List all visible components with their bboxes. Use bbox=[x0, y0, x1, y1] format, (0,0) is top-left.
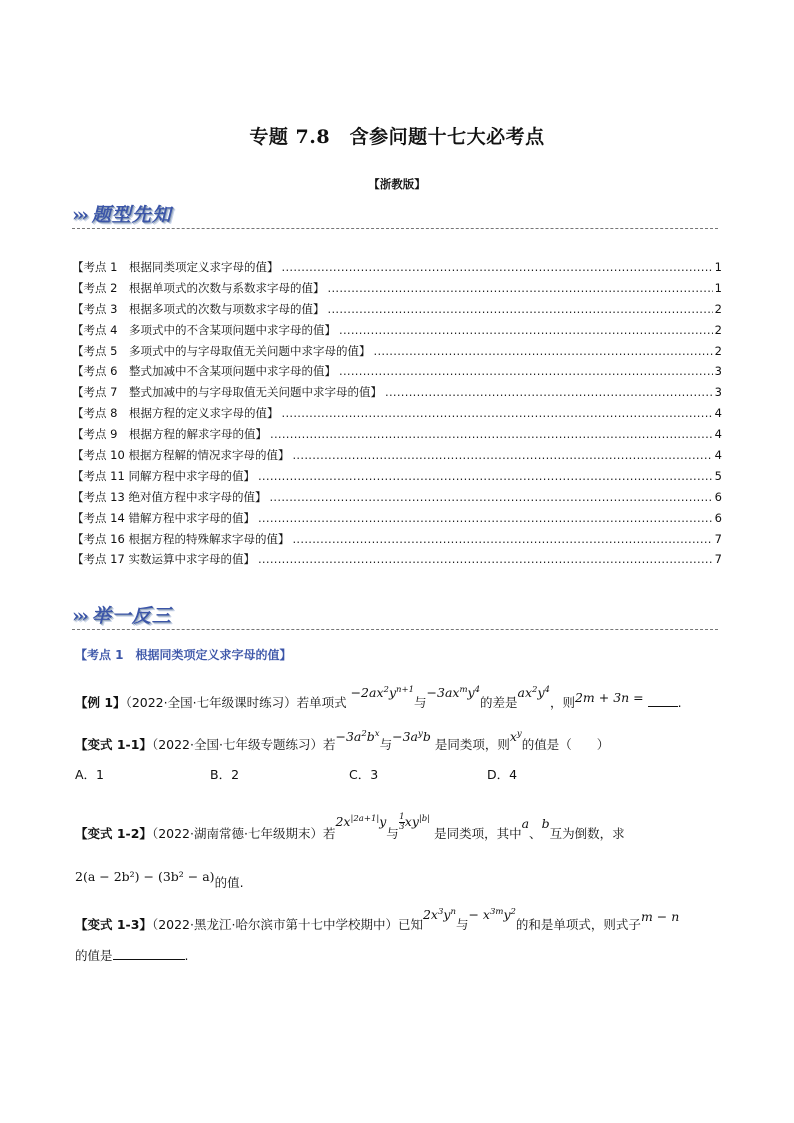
toc-item[interactable] bbox=[72, 322, 722, 343]
variant-label: 【变式 1-2】 bbox=[75, 826, 152, 841]
toc-item-page: 6 bbox=[714, 510, 722, 525]
math-monomial: $-3a^yb$ bbox=[392, 728, 431, 744]
question-text: 与 bbox=[386, 826, 399, 841]
toc-leader-dots bbox=[339, 364, 713, 378]
option-a[interactable]: A．1 bbox=[75, 767, 105, 782]
variant-source: （2022·黑龙江·哈尔滨市第十七中学校期中） bbox=[151, 917, 398, 932]
toc-leader-dots bbox=[327, 302, 712, 316]
divider bbox=[72, 228, 718, 229]
toc-item[interactable] bbox=[72, 301, 722, 322]
toc-item-label: 【考点 16 根据方程的特殊解求字母的值】 bbox=[72, 531, 290, 546]
toc-item[interactable] bbox=[72, 447, 722, 468]
toc-item-label: 【考点 8 根据方程的定义求字母的值】 bbox=[72, 406, 279, 421]
question-text: 的差是 bbox=[480, 695, 518, 710]
math-monomial: − $x^{3m}y^2$ bbox=[468, 906, 516, 922]
toc-item-label: 【考点 5 多项式中的与字母取值无关问题中求字母的值】 bbox=[72, 343, 371, 358]
toc-item-page: 3 bbox=[714, 385, 722, 400]
question-text: 是同类项，则 bbox=[434, 737, 510, 752]
math-fraction-monomial: $\frac{1}{3}$ $xy^{|b|}$ bbox=[399, 812, 431, 832]
toc-leader-dots bbox=[373, 344, 712, 358]
variant-1-2-cont bbox=[75, 867, 244, 890]
toc-item-label: 【考点 17 实数运算中求字母的值】 bbox=[72, 552, 255, 567]
variant-1-2 bbox=[75, 812, 625, 844]
question-text: 若单项式 bbox=[296, 695, 347, 710]
math-expression: 2m + 3n = bbox=[574, 690, 644, 705]
toc-item-label: 【考点 2 根据单项式的次数与系数求字母的值】 bbox=[72, 280, 325, 295]
variant-source: （2022·湖南常德·七年级期末） bbox=[151, 826, 323, 841]
page-title: 专题 7.8 含参问题十七大必考点 bbox=[249, 126, 545, 148]
toc-item-page: 7 bbox=[714, 531, 722, 546]
math-variable: a bbox=[521, 816, 530, 831]
toc-leader-dots bbox=[258, 511, 713, 525]
math-power: $x^y$ bbox=[509, 728, 522, 744]
question-text: 的和是单项式，则式子 bbox=[515, 917, 641, 932]
toc-leader-dots bbox=[339, 323, 713, 337]
toc-item-page: 4 bbox=[714, 427, 722, 442]
toc-item-label: 【考点 14 错解方程中求字母的值】 bbox=[72, 510, 255, 525]
math-monomial: $ax^2y^4$ bbox=[517, 684, 550, 700]
toc-leader-dots bbox=[292, 448, 712, 462]
question-text: 的值是（ ） bbox=[521, 737, 610, 752]
question-text: 互为倒数，求 bbox=[549, 826, 625, 841]
question-text: 已知 bbox=[397, 917, 423, 932]
option-c[interactable]: C．3 bbox=[349, 767, 379, 782]
toc-leader-dots bbox=[281, 260, 712, 274]
math-monomial: $2x^{|2a+1|}y$ bbox=[335, 813, 387, 829]
toc-item-page: 7 bbox=[714, 552, 722, 567]
toc-leader-dots bbox=[269, 490, 712, 504]
toc-item-page: 2 bbox=[714, 343, 722, 358]
section-heading: 【考点 1 根据同类项定义求字母的值】 bbox=[75, 648, 292, 662]
toc-item[interactable] bbox=[72, 405, 722, 426]
period: . bbox=[184, 948, 189, 963]
toc-item-page: 3 bbox=[714, 364, 722, 379]
options-row bbox=[75, 765, 675, 781]
chevron-right-icon: ››› bbox=[72, 204, 86, 226]
toc-item[interactable] bbox=[72, 489, 722, 510]
toc-item-page: 1 bbox=[714, 260, 722, 274]
toc-item[interactable] bbox=[72, 363, 722, 384]
example-1 bbox=[75, 684, 682, 711]
variant-source: （2022·全国·七年级专题练习） bbox=[151, 737, 323, 752]
variant-1-1 bbox=[75, 728, 610, 753]
toc-item[interactable] bbox=[72, 343, 722, 364]
toc-item-label: 【考点 11 同解方程中求字母的值】 bbox=[72, 468, 255, 483]
toc-item-page: 5 bbox=[714, 468, 722, 483]
toc-item[interactable] bbox=[72, 510, 722, 531]
toc-leader-dots bbox=[385, 385, 713, 399]
question-text: 若 bbox=[322, 826, 336, 841]
toc-item-page: 6 bbox=[714, 489, 722, 504]
variant-1-3-cont bbox=[75, 946, 189, 964]
divider bbox=[72, 629, 718, 630]
banner-preview-text: 题型先知 bbox=[91, 204, 172, 226]
edition-label: 【浙教版】 bbox=[368, 177, 426, 191]
variant-label: 【变式 1-3】 bbox=[75, 917, 152, 932]
toc-item[interactable] bbox=[72, 259, 722, 280]
math-monomial: $2x^3y^n$ bbox=[422, 906, 456, 922]
variant-1-3 bbox=[75, 906, 680, 933]
toc-item-page: 2 bbox=[714, 322, 722, 337]
math-monomial: $-2ax^2y^{n+1}$ bbox=[350, 684, 415, 700]
toc-item-page: 4 bbox=[714, 406, 722, 421]
toc-item[interactable] bbox=[72, 280, 722, 301]
toc-item-page: 2 bbox=[714, 301, 722, 316]
math-expression: 2(a − 2b²) − (3b² − a) bbox=[75, 869, 215, 884]
question-text: 、 bbox=[529, 826, 542, 841]
banner-preview bbox=[72, 200, 172, 228]
toc-item[interactable] bbox=[72, 531, 722, 552]
question-text: ，则 bbox=[549, 695, 575, 710]
toc-leader-dots bbox=[292, 532, 712, 546]
toc-leader-dots bbox=[258, 469, 713, 483]
toc-item-label: 【考点 1 根据同类项定义求字母的值】 bbox=[72, 260, 279, 274]
toc-item-label: 【考点 13 绝对值方程中求字母的值】 bbox=[72, 489, 267, 504]
toc-leader-dots bbox=[281, 406, 712, 420]
toc-item-label: 【考点 3 根据多项式的次数与项数求字母的值】 bbox=[72, 301, 325, 316]
question-text: 与 bbox=[414, 695, 427, 710]
question-text: 的值. bbox=[214, 875, 244, 890]
option-d[interactable]: D．4 bbox=[487, 767, 518, 782]
banner-practice bbox=[72, 601, 172, 629]
toc-leader-dots bbox=[327, 281, 712, 295]
toc-item-page: 1 bbox=[714, 280, 722, 295]
toc-item[interactable] bbox=[72, 551, 722, 572]
question-text: 与 bbox=[379, 737, 393, 752]
example-label: 【例 1】 bbox=[75, 695, 126, 710]
banner-practice-text: 举一反三 bbox=[91, 605, 172, 627]
math-monomial: $-3a^2b^x$ bbox=[335, 728, 380, 744]
toc-item-label: 【考点 4 多项式中的不含某项问题中求字母的值】 bbox=[72, 322, 336, 337]
math-monomial: $-3ax^my^4$ bbox=[426, 684, 481, 700]
answer-blank[interactable] bbox=[113, 947, 185, 960]
toc-item-label: 【考点 10 根据方程解的情况求字母的值】 bbox=[72, 448, 290, 463]
table-of-contents bbox=[72, 259, 722, 572]
question-text: 若 bbox=[322, 737, 336, 752]
chevron-right-icon: ››› bbox=[72, 605, 86, 627]
option-b[interactable]: B．2 bbox=[210, 767, 240, 782]
question-text: 与 bbox=[455, 917, 469, 932]
math-expression: m − n bbox=[640, 909, 680, 924]
toc-leader-dots bbox=[258, 552, 713, 566]
toc-item[interactable] bbox=[72, 426, 722, 447]
toc-item-page: 4 bbox=[714, 448, 722, 463]
question-text: 是同类项，其中 bbox=[434, 826, 522, 841]
toc-item[interactable] bbox=[72, 384, 722, 405]
math-variable: b bbox=[541, 816, 550, 831]
toc-item[interactable] bbox=[72, 468, 722, 489]
answer-blank[interactable] bbox=[648, 694, 678, 707]
toc-item-label: 【考点 7 整式加减中的与字母取值无关问题中求字母的值】 bbox=[72, 385, 382, 400]
period: . bbox=[677, 695, 682, 710]
toc-item-label: 【考点 9 根据方程的解求字母的值】 bbox=[72, 427, 267, 442]
variant-label: 【变式 1-1】 bbox=[75, 737, 152, 752]
toc-item-label: 【考点 6 整式加减中不含某项问题中求字母的值】 bbox=[72, 364, 336, 379]
toc-leader-dots bbox=[270, 427, 713, 441]
example-source: （2022·全国·七年级课时练习） bbox=[125, 695, 297, 710]
question-text: 的值是 bbox=[75, 948, 113, 963]
